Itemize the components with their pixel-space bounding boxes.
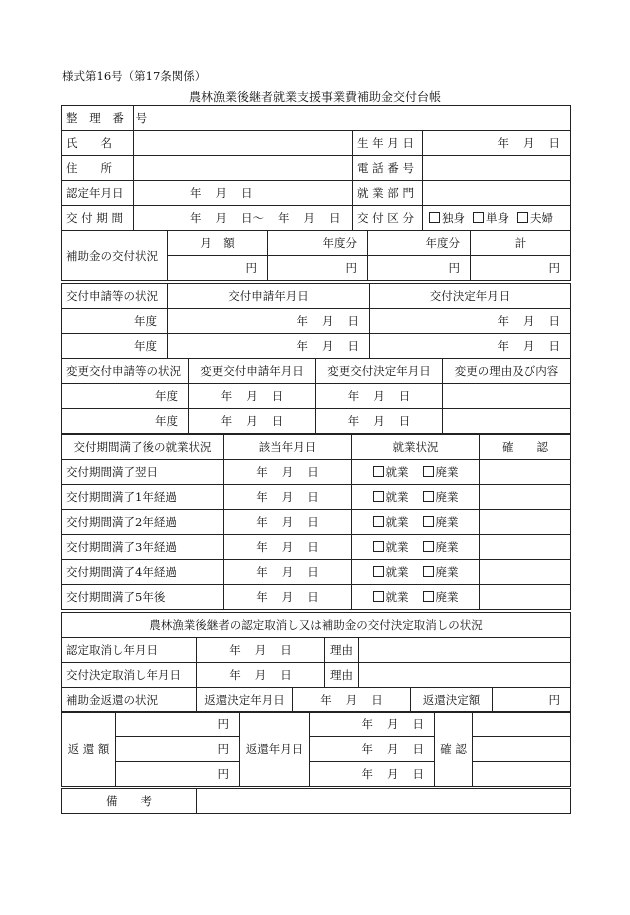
- employment-label: 交付期間満了後の就業状況: [62, 435, 224, 460]
- refund-date-label: 返還年月日: [240, 712, 310, 787]
- refund-confirm-value[interactable]: [473, 737, 571, 762]
- checkbox-icon: [423, 516, 434, 527]
- name-value[interactable]: [134, 131, 353, 156]
- management-no-label: 整 理 番 号: [62, 106, 134, 131]
- employment-row: [62, 560, 571, 585]
- checkbox-icon: [423, 566, 434, 577]
- employment-row-date[interactable]: 年 月 日: [224, 460, 352, 485]
- employment-row-date[interactable]: 年 月 日: [224, 535, 352, 560]
- checkbox-icon: [373, 566, 384, 577]
- address-label: 住 所: [62, 156, 134, 181]
- refund-amount-value[interactable]: 円: [116, 762, 240, 787]
- employment-row-status: [352, 585, 480, 610]
- employment-row-date[interactable]: 年 月 日: [224, 560, 352, 585]
- refund-decision-date-label: 返還決定年月日: [197, 688, 293, 713]
- employment-row-confirm[interactable]: [480, 535, 571, 560]
- subsidy-fy2-value[interactable]: 円: [368, 256, 471, 281]
- grant-category-options: [423, 206, 571, 231]
- employment-row: [62, 535, 571, 560]
- status-quit-option[interactable]: 廃業: [423, 489, 459, 505]
- category-tanshin[interactable]: 単身: [473, 210, 509, 226]
- checkbox-icon: [517, 212, 528, 223]
- refund-decision-date-value[interactable]: 年 月 日: [293, 688, 411, 713]
- subsidy-total-header: 計: [471, 231, 571, 256]
- refund-date-value[interactable]: 年 月 日: [310, 712, 435, 737]
- subsidy-fy1-value[interactable]: 円: [268, 256, 368, 281]
- change-apply-date-value[interactable]: 年 月 日: [189, 409, 316, 434]
- decision-date-value[interactable]: 年 月 日: [370, 309, 571, 334]
- subsidy-total-value[interactable]: 円: [471, 256, 571, 281]
- change-decision-date-header: 変更交付決定年月日: [316, 359, 443, 384]
- status-working-option[interactable]: 就業: [373, 514, 409, 530]
- phone-value[interactable]: [423, 156, 571, 181]
- refund-table: [61, 711, 571, 787]
- birth-date-label: 生 年 月 日: [353, 131, 423, 156]
- employment-row-date[interactable]: 年 月 日: [224, 485, 352, 510]
- cert-revoke-date-value[interactable]: 年 月 日: [197, 638, 325, 663]
- checkbox-icon: [473, 212, 484, 223]
- application-date-header: 交付申請年月日: [168, 284, 370, 309]
- work-dept-label: 就 業 部 門: [353, 181, 423, 206]
- refund-date-value[interactable]: 年 月 日: [310, 762, 435, 787]
- subsidy-monthly-value[interactable]: 円: [168, 256, 268, 281]
- employment-row-status: [352, 510, 480, 535]
- address-value[interactable]: [134, 156, 353, 181]
- employment-row-confirm[interactable]: [480, 460, 571, 485]
- status-working-option[interactable]: 就業: [373, 539, 409, 555]
- category-single[interactable]: 独身: [429, 210, 465, 226]
- employment-row-confirm[interactable]: [480, 585, 571, 610]
- refund-confirm-label: 確 認: [435, 712, 473, 787]
- employment-table: [61, 434, 571, 610]
- remarks-value[interactable]: [197, 789, 571, 814]
- application-table: [61, 283, 571, 359]
- application-fy[interactable]: 年度: [62, 334, 168, 359]
- employment-row-status: [352, 535, 480, 560]
- cert-revoke-reason-label: 理由: [325, 638, 359, 663]
- employment-row-confirm[interactable]: [480, 560, 571, 585]
- subsidy-fy2-header: 年度分: [368, 231, 471, 256]
- status-quit-option[interactable]: 廃業: [423, 539, 459, 555]
- form-title: 農林漁業後継者就業支援事業費補助金交付台帳: [188, 90, 441, 104]
- checkbox-icon: [423, 541, 434, 552]
- change-apply-date-value[interactable]: 年 月 日: [189, 384, 316, 409]
- subsidy-fy1-header: 年度分: [268, 231, 368, 256]
- employment-row-status: [352, 560, 480, 585]
- employment-row: [62, 485, 571, 510]
- checkbox-icon: [429, 212, 440, 223]
- cert-revoke-reason-value[interactable]: [359, 638, 571, 663]
- form-number: 様式第16号（第17条関係）: [62, 69, 207, 83]
- application-fy[interactable]: 年度: [62, 309, 168, 334]
- refund-decision-amount-label: 返還決定額: [411, 688, 493, 713]
- checkbox-icon: [373, 466, 384, 477]
- checkbox-icon: [373, 516, 384, 527]
- employment-row-date[interactable]: 年 月 日: [224, 585, 352, 610]
- change-reason-header: 変更の理由及び内容: [443, 359, 571, 384]
- management-no-value[interactable]: [134, 106, 571, 131]
- subsidy-label: 補助金の交付状況: [62, 231, 168, 281]
- checkbox-icon: [373, 541, 384, 552]
- cert-date-label: 認定年月日: [62, 181, 134, 206]
- birth-date-value[interactable]: 年 月 日: [423, 131, 571, 156]
- change-label: 変更交付申請等の状況: [62, 359, 189, 384]
- decision-date-value[interactable]: 年 月 日: [370, 334, 571, 359]
- employment-status-header: 就業状況: [352, 435, 480, 460]
- application-label: 交付申請等の状況: [62, 284, 168, 309]
- employment-row: [62, 460, 571, 485]
- grant-period-value[interactable]: 年 月 日〜 年 月 日: [134, 206, 353, 231]
- cert-date-value[interactable]: 年 月 日: [134, 181, 353, 206]
- employment-confirm-header: 確 認: [480, 435, 571, 460]
- work-dept-value[interactable]: [423, 181, 571, 206]
- status-working-option[interactable]: 就業: [373, 464, 409, 480]
- cert-revoke-date-label: 認定取消し年月日: [62, 638, 197, 663]
- change-reason-value[interactable]: [443, 384, 571, 409]
- change-fy[interactable]: 年度: [62, 384, 189, 409]
- decision-revoke-date-value[interactable]: 年 月 日: [197, 663, 325, 688]
- employment-row-status: [352, 485, 480, 510]
- application-date-value[interactable]: 年 月 日: [168, 334, 370, 359]
- name-label: 氏 名: [62, 131, 134, 156]
- employment-row: [62, 510, 571, 535]
- decision-date-header: 交付決定年月日: [370, 284, 571, 309]
- status-working-option[interactable]: 就業: [373, 564, 409, 580]
- employment-row-label: 交付期間満了5年後: [62, 585, 224, 610]
- employment-row-date[interactable]: 年 月 日: [224, 510, 352, 535]
- status-quit-option[interactable]: 廃業: [423, 589, 459, 605]
- refund-amount-value[interactable]: 円: [116, 712, 240, 737]
- status-working-option[interactable]: 就業: [373, 589, 409, 605]
- employment-row-status: [352, 460, 480, 485]
- grant-period-label: 交 付 期 間: [62, 206, 134, 231]
- status-quit-option[interactable]: 廃業: [423, 514, 459, 530]
- change-decision-date-value[interactable]: 年 月 日: [316, 409, 443, 434]
- employment-row-label: 交付期間満了翌日: [62, 460, 224, 485]
- checkbox-icon: [423, 466, 434, 477]
- change-fy[interactable]: 年度: [62, 409, 189, 434]
- employment-row-confirm[interactable]: [480, 485, 571, 510]
- employment-row: [62, 585, 571, 610]
- phone-label: 電 話 番 号: [353, 156, 423, 181]
- refund-status-label: 補助金返還の状況: [62, 688, 197, 713]
- subsidy-table: [61, 230, 571, 281]
- decision-revoke-reason-label: 理由: [325, 663, 359, 688]
- checkbox-icon: [423, 491, 434, 502]
- refund-amount-label: 返 還 額: [62, 712, 116, 787]
- application-date-value[interactable]: 年 月 日: [168, 309, 370, 334]
- refund-amount-value[interactable]: 円: [116, 737, 240, 762]
- employment-row-label: 交付期間満了2年経過: [62, 510, 224, 535]
- employment-row-label: 交付期間満了4年経過: [62, 560, 224, 585]
- grant-category-label: 交 付 区 分: [353, 206, 423, 231]
- decision-revoke-reason-value[interactable]: [359, 663, 571, 688]
- revocation-title: 農林漁業後継者の認定取消し又は補助金の交付決定取消しの状況: [62, 613, 571, 638]
- subsidy-monthly-header: 月 額: [168, 231, 268, 256]
- refund-confirm-value[interactable]: [473, 712, 571, 737]
- refund-decision-amount-value[interactable]: 円: [493, 688, 571, 713]
- status-quit-option[interactable]: 廃業: [423, 464, 459, 480]
- change-decision-date-value[interactable]: 年 月 日: [316, 384, 443, 409]
- change-apply-date-header: 変更交付申請年月日: [189, 359, 316, 384]
- remarks-table: [61, 788, 571, 814]
- status-working-option[interactable]: 就業: [373, 489, 409, 505]
- employment-date-header: 該当年月日: [224, 435, 352, 460]
- checkbox-icon: [373, 491, 384, 502]
- refund-status-table: [61, 687, 571, 713]
- employment-row-confirm[interactable]: [480, 510, 571, 535]
- checkbox-icon: [373, 591, 384, 602]
- status-quit-option[interactable]: 廃業: [423, 564, 459, 580]
- decision-revoke-date-label: 交付決定取消し年月日: [62, 663, 197, 688]
- employment-row-label: 交付期間満了1年経過: [62, 485, 224, 510]
- remarks-label: 備 考: [62, 789, 197, 814]
- category-couple[interactable]: 夫婦: [517, 210, 553, 226]
- refund-date-value[interactable]: 年 月 日: [310, 737, 435, 762]
- checkbox-icon: [423, 591, 434, 602]
- change-table: [61, 358, 571, 434]
- change-reason-value[interactable]: [443, 409, 571, 434]
- revocation-table: [61, 612, 571, 688]
- basic-info-table: [61, 105, 571, 231]
- employment-row-label: 交付期間満了3年経過: [62, 535, 224, 560]
- refund-confirm-value[interactable]: [473, 762, 571, 787]
